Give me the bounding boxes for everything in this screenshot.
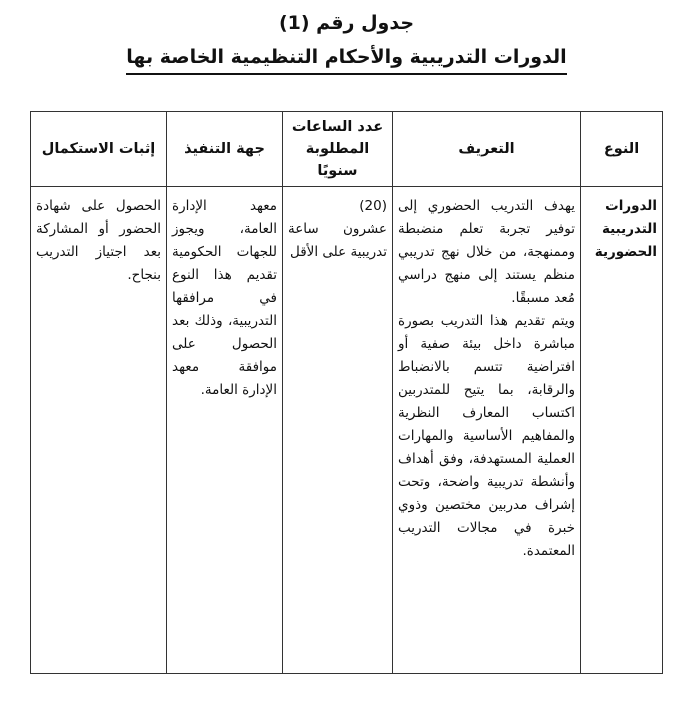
header-proof: إثبات الاستكمال [31, 112, 167, 187]
header-hours: عدد الساعات المطلوبة سنويًا [283, 112, 393, 187]
table-subtitle: الدورات التدريبية والأحكام التنظيمية الخاصة بها [126, 44, 566, 75]
training-courses-table [30, 111, 663, 674]
subtitle-wrapper [0, 44, 693, 75]
header-type: النوع [581, 112, 663, 187]
table-row [31, 187, 663, 674]
cell-type: الدورات التدريبية الحضورية [581, 187, 663, 674]
cell-hours [283, 187, 393, 674]
cell-proof: الحصول على شهادة الحضور أو المشاركة بعد اجتياز التدريب بنجاح. [31, 187, 167, 674]
header-definition: التعريف [393, 112, 581, 187]
hours-text: عشرون ساعة تدريبية على الأقل [288, 221, 387, 260]
table-header-row [31, 112, 663, 187]
hours-number: (20) [359, 198, 387, 214]
definition-paragraph-1: يهدف التدريب الحضوري إلى توفير تجربة تعلم منضبطة وممنهجة، من خلال نهج تدريبي منظم يستند إلى منهج دراسي مُعد مسبقًا. [398, 198, 575, 306]
cell-definition [393, 187, 581, 674]
cell-authority: معهد الإدارة العامة، ويجوز للجهات الحكومية تقديم هذا النوع في مرافقها التدريبية، وذلك بعد الحصول على موافقة معهد الإدارة العامة. [167, 187, 283, 674]
header-authority: جهة التنفيذ [167, 112, 283, 187]
table-number-title: جدول رقم (1) [278, 12, 415, 34]
definition-paragraph-2: ويتم تقديم هذا التدريب بصورة مباشرة داخل بيئة صفية أو افتراضية تتسم بالانضباط والرقابة، بما يتيح للمتدربين اكتساب المعارف النظرية والمفاهيم الأساسية والمهارات العملية المستهدفة، وفق أهداف وأنشطة تدريبية واضحة، وتحت إشراف مدربين مختصين وذوي خبرة في مجالات التدريب المعتمدة. [398, 313, 575, 559]
